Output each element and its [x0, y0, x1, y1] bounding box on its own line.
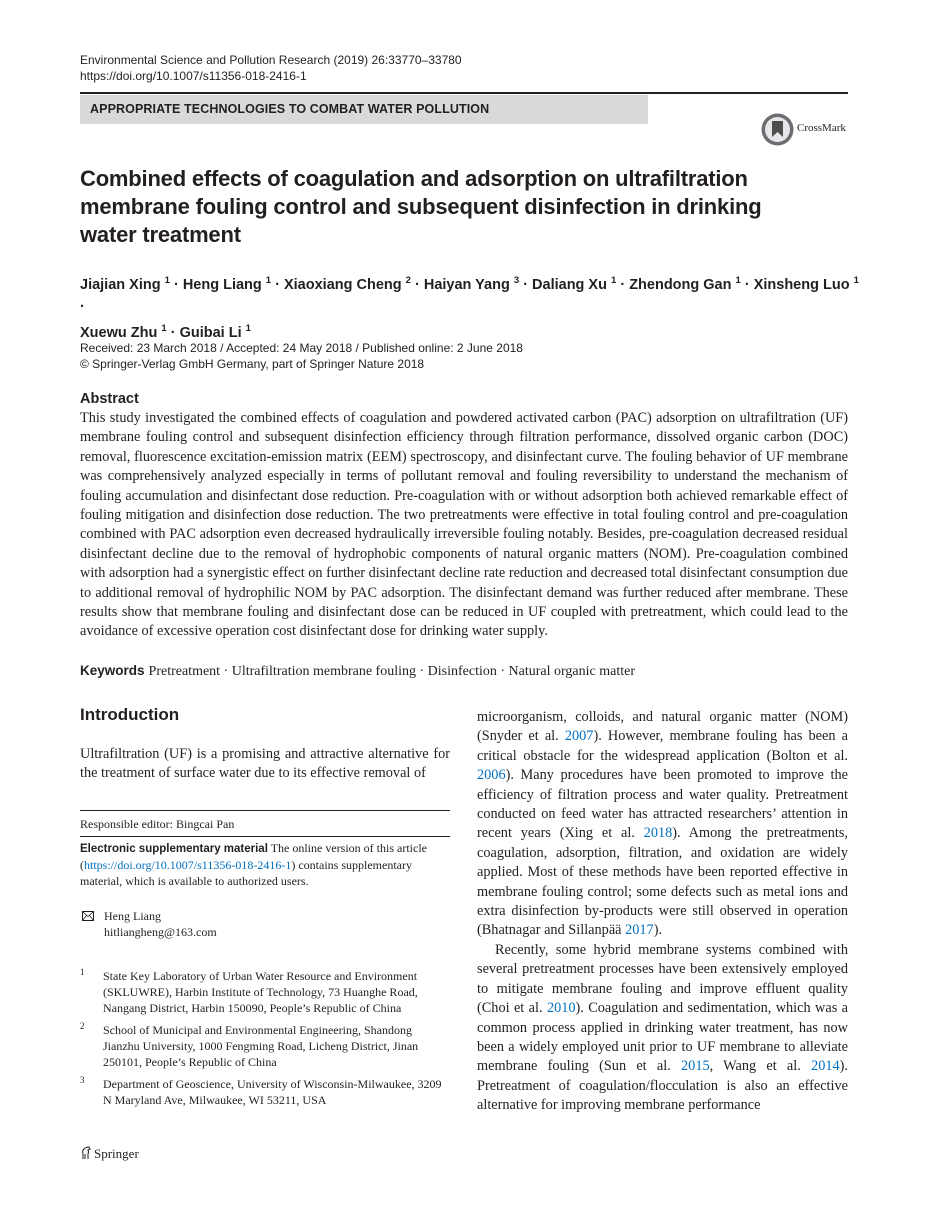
copyright-notice: © Springer-Verlag GmbH Germany, part of Springer Nature 2018 — [80, 357, 425, 371]
supplementary-note: Electronic supplementary material The online version of this article (https://doi.org/10.1007/s11356-018-2416-1) contains supplementary material, which is available to authorized users. — [80, 841, 427, 888]
esm-label: Electronic supplementary material — [80, 843, 268, 855]
header-rule — [80, 92, 848, 94]
citation-link[interactable]: 2017 — [625, 922, 654, 939]
keywords-text: Pretreatment · Ultrafiltration membrane fouling · Disinfection · Natural organic matter — [148, 664, 635, 679]
author[interactable]: Zhendong Gan $^1$ — [629, 275, 741, 293]
corresponding-author — [80, 908, 450, 940]
introduction-paragraph: Recently, some hybrid membrane systems combined with several pretreatment processes have been extensively employed to mitigate membrane fouling and improve effluent quality (Choi et al. 2010). Coagulation and sedimentation, which was a common process applied in drinking water treatment, has now been a widely employed unit prior to UF membrane to alleviate membrane fouling (Sun et al. 2015, Wang et al. 2014). Pretreatment of coagulation/flocculation is also an effective alternative for improving membrane performance — [477, 941, 849, 1114]
author[interactable]: Xuewu Zhu $^1$ — [80, 323, 167, 341]
introduction-paragraph: Ultrafiltration (UF) is a promising and attractive alternative for the treatment of surface water due to its effective removal of — [80, 746, 450, 782]
citation-link[interactable]: 2014 — [811, 1058, 840, 1075]
section-label: APPROPRIATE TECHNOLOGIES TO COMBAT WATER POLLUTION — [90, 102, 490, 116]
citation-link[interactable]: 2006 — [477, 767, 506, 784]
esm-link[interactable]: https://doi.org/10.1007/s11356-018-2416-1 — [84, 858, 292, 872]
author[interactable]: Guibai Li $^1$ — [179, 323, 251, 341]
footnote-rule — [80, 810, 450, 811]
springer-horse-icon — [80, 1146, 92, 1160]
article-dates: Received: 23 March 2018 / Accepted: 24 May 2018 / Published online: 2 June 2018 — [80, 341, 523, 355]
affiliation: 2 School of Municipal and Environmental Engineering, Shandong Jianzhu University, 1000 Fengming Road, Licheng District, Jinan 250101, People’s Republic of China — [80, 1021, 419, 1069]
citation-link[interactable]: 2018 — [643, 825, 673, 842]
crossmark-badge[interactable] — [761, 113, 861, 147]
journal-citation: Environmental Science and Pollution Research (2019) 26:33770–33780 — [80, 53, 462, 67]
responsible-editor: Responsible editor: Bingcai Pan — [80, 817, 235, 831]
envelope-icon — [82, 911, 94, 921]
corresponding-email[interactable]: hitliangheng@163.com — [104, 925, 217, 939]
author[interactable]: Xinsheng Luo $^1$ — [753, 275, 859, 293]
citation-link[interactable]: 2015 — [681, 1058, 710, 1075]
introduction-heading: Introduction — [80, 705, 180, 724]
crossmark-icon — [761, 113, 794, 146]
corresponding-name: Heng Liang — [104, 909, 161, 923]
citation-link[interactable]: 2010 — [546, 1000, 576, 1017]
affiliation: 3 Department of Geoscience, University of Wisconsin-Milwaukee, 3209 N Maryland Ave, Milwaukee, WI 53211, USA — [80, 1075, 442, 1107]
author[interactable]: Haiyan Yang $^3$ — [423, 275, 520, 293]
keywords-line — [80, 661, 635, 682]
crossmark-label: CrossMark — [797, 122, 846, 134]
author[interactable]: Heng Liang $^1$ — [182, 275, 272, 293]
doi-link[interactable]: https://doi.org/10.1007/s11356-018-2416-1 — [80, 69, 307, 83]
keywords-label: Keywords — [80, 663, 145, 678]
author[interactable]: Daliang Xu $^1$ — [532, 275, 617, 293]
abstract-heading: Abstract — [80, 391, 139, 407]
author-list: Jiajian Xing $^1$ · Heng Liang $^1$ · Xiaoxiang Cheng $^2$ · Haiyan Yang $^3$ · Daliang Xu $^1$ · Zhendong Gan $^1$ · Xinsheng Luo $^1$ · Xuewu Zhu $^1$ · Guibai Li $^1$ — [80, 275, 859, 341]
publisher-footer — [80, 1146, 139, 1162]
affiliation: 1 State Key Laboratory of Urban Water Resource and Environment (SKLUWRE), Harbin Institute of Technology, 73 Huanghe Road, Nangang District, Harbin 150090, People’s Republic of China — [80, 967, 418, 1015]
article-title: Combined effects of coagulation and adsorption on ultrafiltration membrane fouling control and subsequent disinfection in drinking water treatment — [80, 166, 762, 247]
introduction-column-2 — [477, 708, 848, 1116]
publisher-name: Springer — [94, 1146, 139, 1161]
author[interactable]: Jiajian Xing $^1$ — [80, 275, 170, 293]
section-banner — [80, 95, 648, 124]
footnote-rule — [80, 836, 450, 837]
introduction-paragraph: microorganism, colloids, and natural organic matter (NOM) (Snyder et al. 2007). However, membrane fouling has been a critical obstacle for the widespread application (Bolton et al. 2006). Many procedures have been promoted to improve the efficiency of filtration process and water quality. Pretreatment conducted on feed water has attracted researchers’ attention in recent years (Xing et al. 2018). Among the pretreatments, coagulation, adsorption, filtration, and oxidation are widely applied. Most of these methods have been reported effective in membrane fouling control; some defects such as metal ions and extra disinfection by-products were still observed in operation (Bhatnagar and Sillanpää 2017). — [477, 709, 848, 939]
citation-link[interactable]: 2007 — [564, 728, 594, 745]
author[interactable]: Xiaoxiang Cheng $^2$ — [283, 275, 411, 293]
abstract-text: This study investigated the combined effects of coagulation and powdered activated carbon (PAC) adsorption on ultrafiltration (UF) membrane fouling control and subsequent disinfection efficiency through filtration performance, dissolved organic carbon (DOC) removal, fluorescence excitation-emission matrix (EEM) spectroscopy, and disinfectant curve. The fouling behavior of UF membrane was comprehensively analyzed especially in terms of pollutant removal and fouling reversibility to understand the mechanism of fouling accumulation and disinfectant dose reduction. Pre-coagulation with or without adsorption both achieved remarkable effect of fouling mitigation and disinfection dose reduction. The two pretreatments were effective in total fouling control and pre-coagulation combined with PAC adsorption even decreased hydraulically irreversible fouling notably. Besides, pre-coagulation decreased residual disinfectant decline due to the removal of hydrophobic components of natural organic matters (NOM). Pre-coagulation combined with adsorption had a synergistic effect on further disinfectant decline rate reduction and decreased total disinfectant consumption due to additional removal of hydrophilic NOM by PAC adsorption. The disinfectant demand was further reduced after membrane. These results show that membrane fouling and disinfectant dose can be reduced in UF coupled with pretreatment, which could lead to the avoidance of excessive operation cost disinfectant dose for drinking water supply. — [80, 410, 848, 640]
